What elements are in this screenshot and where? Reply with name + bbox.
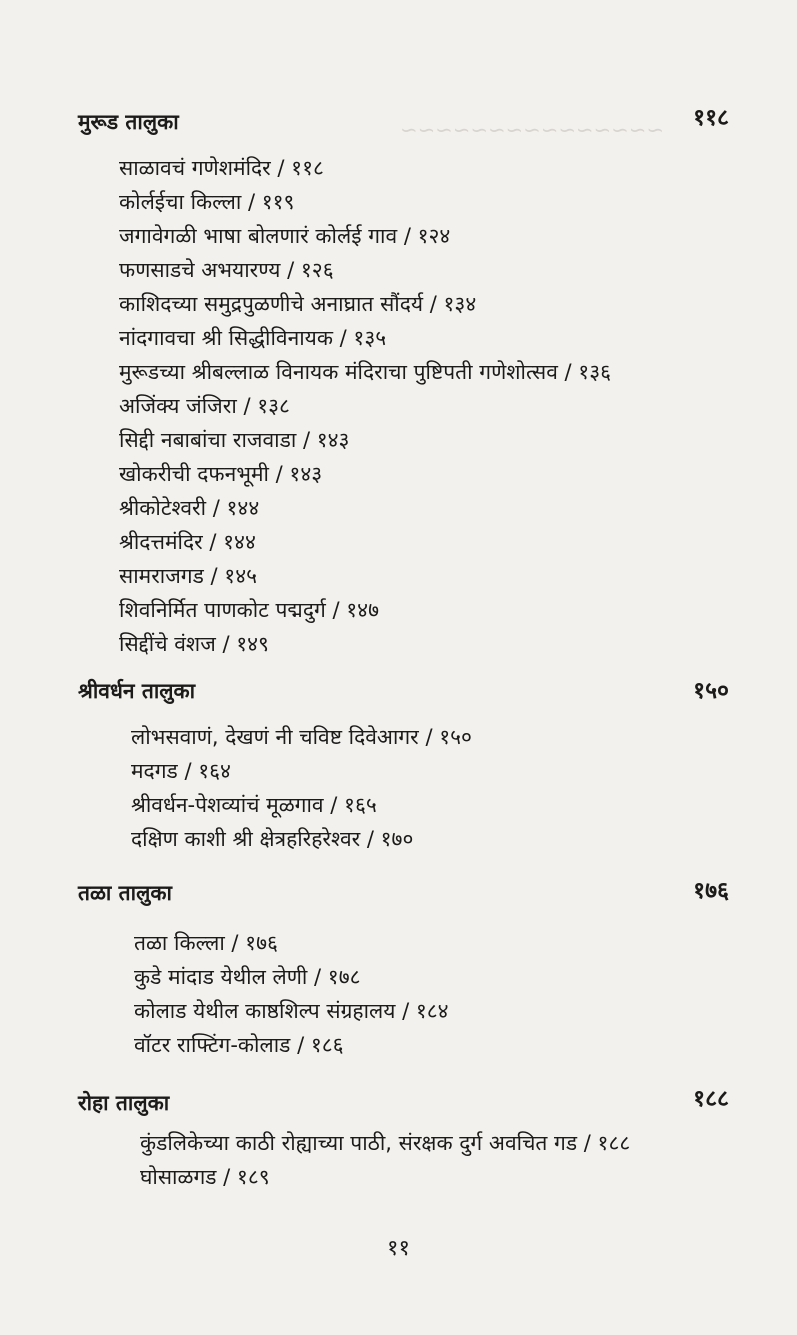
toc-entry: जगावेगळी भाषा बोलणारं कोर्लई गाव / १२४ [119,224,451,248]
section-start-page: ११८ [693,105,729,131]
toc-entry: सिद्दींचे वंशज / १४९ [119,632,269,656]
section-heading: रोहा तालुका [78,1091,170,1115]
toc-entry: मदगड / १६४ [131,759,231,783]
section-start-page: १८८ [693,1086,729,1112]
toc-entry: वॉटर राफ्टिंग-कोलाड / १८६ [134,1033,344,1057]
section-heading: तळा तालुका [78,881,172,905]
toc-entry: श्रीकोटेश्वरी / १४४ [119,496,260,520]
toc-entry: काशिदच्या समुद्रपुळणीचे अनाघ्रात सौंदर्य / १३४ [119,292,477,316]
section-heading: मुरूड तालुका [78,110,179,134]
toc-entry: खोकरीची दफनभूमी / १४३ [119,462,323,486]
toc-entry: अजिंक्य जंजिरा / १३८ [119,394,290,418]
toc-entry: कोलाड येथील काष्ठशिल्प संग्रहालय / १८४ [134,999,449,1023]
section-heading: श्रीवर्धन तालुका [78,679,196,703]
show-through-text: ~~~~~~~~~~~~~~~ [400,118,664,142]
toc-entry: श्रीदत्तमंदिर / १४४ [119,530,256,554]
toc-entry: कुडे मांदाड येथील लेणी / १७८ [134,965,361,989]
toc-entry: नांदगावचा श्री सिद्धीविनायक / १३५ [119,326,387,350]
page-number: ११ [387,1236,410,1261]
toc-entry: कुंडलिकेच्या काठी रोह्याच्या पाठी, संरक्षक दुर्ग अवचित गड / १८८ [140,1131,631,1155]
toc-entry: लोभसवाणं, देखणं नी चविष्ट दिवेआगर / १५० [131,725,472,749]
toc-entry: सिद्दी नबाबांचा राजवाडा / १४३ [119,428,350,452]
toc-entry: साळावचं गणेशमंदिर / ११८ [119,156,324,180]
toc-entry: दक्षिण काशी श्री क्षेत्रहरिहरेश्वर / १७० [131,827,414,851]
toc-entry: फणसाडचे अभयारण्य / १२६ [119,258,334,282]
toc-entry: मुरूडच्या श्रीबल्लाळ विनायक मंदिराचा पुष्टिपती गणेशोत्सव / १३६ [119,360,612,384]
toc-entry: तळा किल्ला / १७६ [134,931,278,955]
toc-entry: सामराजगड / १४५ [119,564,258,588]
section-start-page: १५० [693,678,729,704]
toc-entry: श्रीवर्धन-पेशव्यांचं मूळगाव / १६५ [131,793,377,817]
toc-entry: कोर्लईचा किल्ला / ११९ [119,190,295,214]
toc-entry: शिवनिर्मित पाणकोट पद्मदुर्ग / १४७ [119,598,379,622]
section-start-page: १७६ [693,878,729,904]
toc-entry: घोसाळगड / १८९ [140,1165,270,1189]
